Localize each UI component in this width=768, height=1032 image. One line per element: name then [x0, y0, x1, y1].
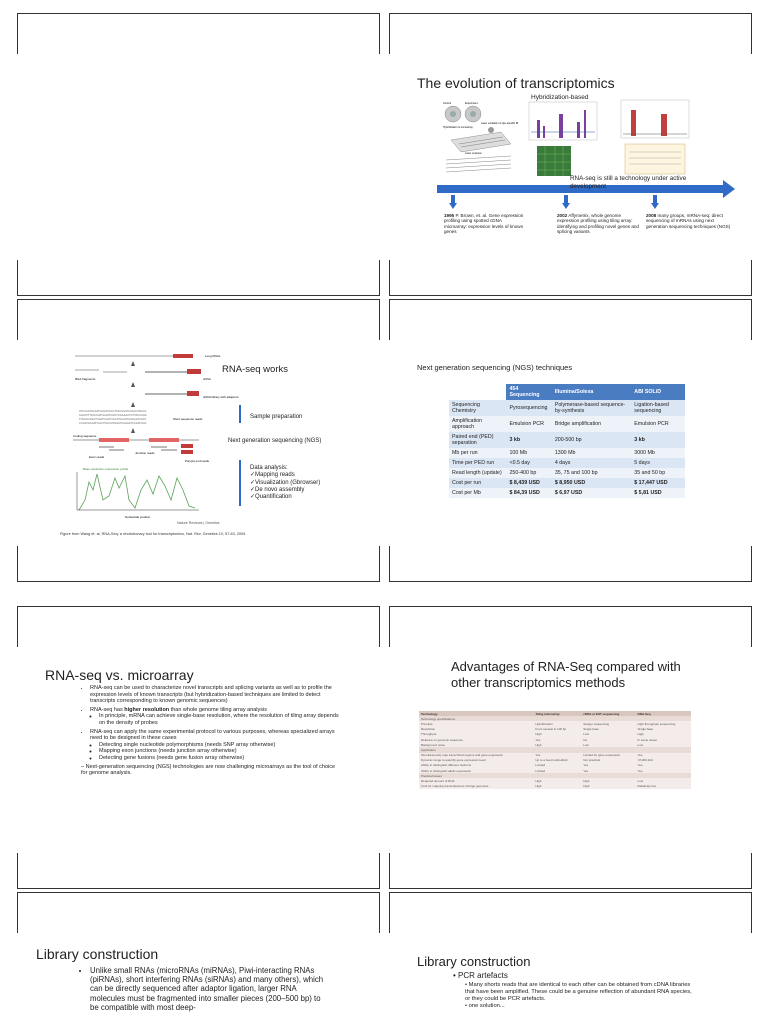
sub-bullet: ◦ In principle, mRNA can achieve single-base resolution, where the resolution of tiling array depends on the density of probes [99, 713, 341, 726]
table-cell: Background noise [419, 742, 533, 747]
table-cell: High [533, 742, 581, 747]
table-cell: Limited [533, 768, 581, 773]
table-row: Sequencing Chemistry Pyrosequencing Polymerase-based sequence-by-synthesis Ligation-based sequencing [449, 400, 685, 416]
svg-text:cDNA library with adaptors: cDNA library with adaptors [203, 395, 239, 399]
svg-text:Coding sequence: Coding sequence [73, 434, 97, 438]
column-header: 454 Sequencing [506, 384, 551, 400]
table-cell: From several to 100 bp [533, 727, 581, 732]
table-row: Paired end (PED) separation 3 kb 200-500 bp 3 kb [449, 432, 685, 448]
table-cell: Principle [419, 721, 533, 726]
svg-text:Poly(A) end reads: Poly(A) end reads [185, 459, 210, 463]
table-cell: High [636, 732, 691, 737]
slide-4[interactable] [389, 299, 752, 582]
step-sample-prep: Sample preparation [250, 414, 303, 420]
table-cell: >8,000-fold [636, 758, 691, 763]
advantages-table [419, 711, 691, 789]
table-cell: Yes [581, 763, 635, 768]
svg-text:GGATCTTACCGATGCAATCGGTCGGAACTG: GGATCTTACCGATGCAATCGGTCGGAACTGTTACCAGA [79, 414, 147, 417]
table-cell: Sanger sequencing [581, 721, 635, 726]
bullet: • Unlike small RNAs (microRNAs (miRNAs), Piwi-interacting RNAs (piRNAs), short interfering RNAs (siRNAs) and many others), which can be directly sequenced after adaptor ligation, larger RNA molecules must be fragmented into smaller pieces (200–500 bp) to be compatible with most deep- [90, 966, 325, 1012]
table-cell: No [581, 737, 635, 742]
table-row: Cost per run $ 8,439 USD $ 8,950 USD $ 17,447 USD [449, 478, 685, 488]
table-cell: Practical issues [419, 773, 533, 778]
table-cell: Resolution [419, 727, 533, 732]
svg-text:Base-resolution expression pro: Base-resolution expression profile [83, 467, 129, 471]
column-header: Illumina/Solexa [552, 384, 631, 400]
sub-bullet: • Many shorts reads that are identical to each other can be obtained from cDNA libraries that have been amplified. These could be a genuine reflection of abundant RNA species, or they could be PCR artefacts. [465, 982, 692, 1002]
svg-text:CCGATGCAATCGGTTACCATGGATCAGGAT: CCGATGCAATCGGTTACCATGGATCAGGATCCAATGGC [79, 422, 147, 425]
svg-text:Long RNAs: Long RNAs [205, 354, 221, 358]
table-row: Read length (update) 250-400 bp 35, 75 and 100 bp 35 and 50 bp [449, 468, 685, 478]
table-cell: High [533, 784, 581, 789]
table-cell: Application [419, 747, 533, 752]
svg-text:Exon reads: Exon reads [89, 455, 105, 459]
table-cell: Not practical [581, 758, 635, 763]
slide-title: The evolution of transcriptomics [417, 75, 615, 91]
table-cell: Yes [581, 768, 635, 773]
table-row [419, 784, 691, 789]
svg-text:Short sequence reads: Short sequence reads [173, 417, 203, 421]
table-cell: Low [581, 742, 635, 747]
table-cell: Yes [533, 753, 581, 758]
slide-title: Advantages of RNA-Seq compared with other transcriptomics methods [451, 659, 681, 690]
analysis-item: ✓Quantification [250, 494, 292, 501]
fig-label: Control [443, 102, 452, 105]
table-cell: High [533, 778, 581, 783]
ngs-table [449, 384, 685, 498]
slide-5[interactable] [17, 606, 380, 889]
table-cell: Low [636, 778, 691, 783]
figure-caption: Figure from Wang et. al, RNA-Seq: a revolutionary tool for transcriptomics, Nat. Rev. Genetics 10, 57-63, 2009. [60, 532, 247, 536]
table-cell: Yes [636, 768, 691, 773]
fig-label: Laser emission [465, 152, 482, 155]
table-cell: Throughput [419, 732, 533, 737]
table-row: Amplification approach Emulsion PCR Bridge amplification Emulsion PCR [449, 416, 685, 432]
slide-body [81, 966, 325, 1012]
step-ngs: Next generation sequencing (NGS) [228, 438, 322, 444]
svg-text:TTAGCCAGGTCAATCGATCCGATGCAATCA: TTAGCCAGGTCAATCGATCCGATGCAATCAGGATCGAT [79, 418, 146, 421]
table-cell: Technology specifications [419, 716, 533, 721]
microarray-figure [441, 100, 519, 182]
table-cell: Limited [533, 763, 581, 768]
table-cell: In some cases [636, 737, 691, 742]
svg-text:RNA fragments: RNA fragments [75, 377, 96, 381]
table-cell: Ability to distinguish allelic expression [419, 768, 533, 773]
slide-title: RNA-seq works [222, 364, 288, 375]
table-cell: Low [581, 732, 635, 737]
fig-label: Experiment [465, 102, 478, 105]
table-cell: High [533, 732, 581, 737]
rnaseq-workflow-figure [69, 350, 239, 526]
table-row [419, 758, 691, 763]
bullet: • RNA-seq can apply the same experimental protocol to various purposes, whereas specialized arrays need to be designed in these cases ◦ Detecting single nucleotide polymorphisms (needs SNP array otherwise) ◦ Mapping exon junctions (needs junction array otherwise) ◦ Detecting gene fusions (needs gene fusion array otherwise) [90, 729, 341, 762]
bullet: – Next-generation sequencing (NGS) technologies are now challenging microarrays as the tool of choice for genome analysis. [81, 763, 336, 777]
bullet: • RNA-seq can be used to characterize novel transcripts and splicing variants as well as to profile the expression levels of known transcripts (but hybridization-based techniques are limited to detect transcripts corresponding to known genomic sequences) [90, 685, 341, 705]
table-cell: High [581, 784, 635, 789]
table-cell: Up to a few-hundredfold [533, 758, 581, 763]
sub-bullet: ◦ Mapping exon junctions (needs junction array otherwise) [99, 748, 341, 755]
bullet: • RNA-seq has higher resolution than whole genome tiling array analysis ◦ In principle, mRNA can achieve single-base resolution, where the resolution of tiling array depends on the density of probes [90, 707, 341, 727]
data-analysis-list [250, 465, 320, 501]
table-cell: Simultaneously map transcribed regions and gene expression [419, 753, 533, 758]
table-cell: Single base [636, 727, 691, 732]
analysis-item: ✓Visualization (Gbrowser) [250, 479, 321, 486]
slide-title: RNA-seq vs. microarray [45, 667, 194, 683]
table-cell: Required amount of RNA [419, 778, 533, 783]
column-header: ABI SOLiD [631, 384, 685, 400]
analysis-item: ✓De novo assembly [250, 486, 305, 493]
data-analysis-title: Data analysis: [250, 465, 288, 471]
rnaseq-note: RNA-seq is still a technology under active development [570, 175, 687, 190]
slide-1[interactable] [17, 13, 380, 296]
hybridization-label: Hybridization-based [531, 94, 589, 101]
table-cell: Cost for mapping transcriptomes of large genomes [419, 784, 533, 789]
table-cell: Hybridization [533, 721, 581, 726]
table-header-row [449, 384, 685, 400]
milestone-2008: 2008 many groups, mRNA-seq: direct sequencing of mRNAs using next generation sequencing techniques (NGS) [646, 213, 731, 229]
table-cell: Yes [636, 763, 691, 768]
slide-8[interactable] [389, 892, 752, 1032]
slide-7[interactable] [17, 892, 380, 1032]
milestone-1995: 1995 P. Brown, et. al. Gene expression profiling using spotted cDNA microarray: expression levels of known genes [444, 213, 524, 235]
table-cell: Low [636, 742, 691, 747]
journal-label: Nature Reviews | Genetics [177, 521, 220, 525]
slide-title: Library construction [36, 946, 159, 962]
table-cell: Yes [636, 753, 691, 758]
sub-bullet: ◦ Detecting gene fusions (needs gene fusion array otherwise) [99, 755, 341, 762]
fig-label: Hybridization to microarray [443, 126, 473, 129]
slide-body [453, 971, 698, 1010]
table-cell: Reliance on genomic sequence [419, 737, 533, 742]
analysis-item: ✓Mapping reads [250, 472, 295, 479]
svg-text:cDNA: cDNA [203, 377, 211, 381]
slide-title: Library construction [417, 954, 531, 969]
slide-2[interactable] [389, 13, 752, 296]
table-cell: High-throughput sequencing [636, 721, 691, 726]
table-cell: Single base [581, 727, 635, 732]
table-cell: High [581, 778, 635, 783]
slide-title: Next generation sequencing (NGS) techniques [417, 363, 573, 372]
table-cell: Yes [533, 737, 581, 742]
table-row: Cost per Mb $ 84,39 USD $ 6,97 USD $ 5,81 USD [449, 488, 685, 498]
svg-text:ATCCGATGCAATCGGATGCCTTACGGATCA: ATCCGATGCAATCGGATGCCTTACGGATCAAGCTAGGC [79, 410, 147, 413]
fig-label: Laser excitation of dye-specific fill [481, 122, 519, 125]
slide-body [81, 685, 341, 777]
slide-6[interactable] [389, 606, 752, 889]
table-row: Time per PED run <0.5 day 4 days 5 days [449, 458, 685, 468]
milestone-2002: 2002 Affymetrix, whole genome expression profiling using tiling array: identifying and profiling novel genes and splicing variants [557, 213, 639, 235]
table-cell: Dynamic range to quantify gene expression level [419, 758, 533, 763]
svg-text:Junction reads: Junction reads [135, 451, 155, 455]
svg-text:Nucleotide position: Nucleotide position [125, 515, 151, 519]
step-divider [239, 405, 241, 423]
table-cell: Limited for gene expression [581, 753, 635, 758]
table-cell: Relatively low [636, 784, 691, 789]
slide-3[interactable] [17, 299, 380, 582]
table-row: Mb per run 100 Mb 1300 Mb 3000 Mb [449, 448, 685, 458]
table-cell: Ability to distinguish different isoforms [419, 763, 533, 768]
sub-bullet: • one solution... [465, 1003, 505, 1009]
bullet: • PCR artefacts [453, 971, 508, 980]
table-header-row: Technology Tiling microarray cDNA or EST sequencing RNA-Seq [419, 711, 691, 716]
sub-bullet: ◦ Detecting single nucleotide polymorphisms (needs SNP array otherwise) [99, 742, 341, 749]
step-divider [239, 460, 241, 506]
